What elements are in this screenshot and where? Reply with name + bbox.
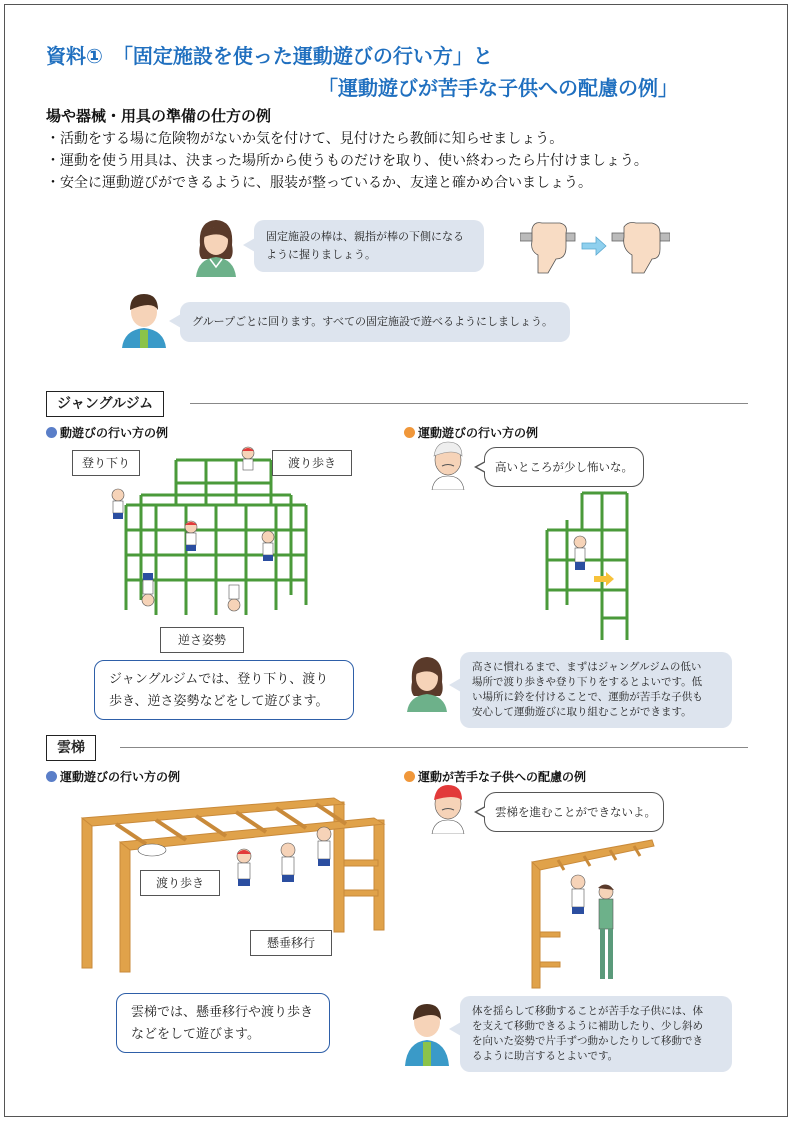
monkey-advice-line2: を支えて移動できるように補助したり、少し斜め — [472, 1020, 703, 1032]
bubble-tail — [243, 238, 255, 252]
assist-illustration — [528, 838, 658, 990]
grip-illustration — [520, 215, 670, 275]
blue-dot-icon — [46, 771, 57, 782]
orange-dot-icon — [404, 427, 415, 438]
blue-dot-icon — [46, 427, 57, 438]
student-group-bubble: グループごとに回ります。すべての固定施設で遊べるようにしましょう。 — [180, 302, 570, 342]
monkey-note-line1: 雲梯では、懸垂移行や渡り歩き — [131, 1005, 314, 1020]
preparation-bullet-1: ・活動をする場に危険物がないか気を付けて、見付けたら教師に知らせましょう。 — [46, 131, 564, 147]
preparation-bullet-3: ・安全に運動遊びができるように、服装が整っているか、友達と確かめ合いましょう。 — [46, 175, 592, 191]
student-boy-illustration — [118, 286, 170, 348]
jungle-right-heading-text: 運動遊びの行い方の例 — [418, 426, 539, 440]
teacher-grip-line2: ように握りましょう。 — [266, 248, 376, 261]
monkey-left-heading — [46, 768, 180, 785]
label-traverse-jungle: 渡り歩き — [272, 450, 352, 476]
bubble-tail — [449, 1022, 461, 1036]
monkey-advice-line3: を向いた姿勢で片手ずつ動かしたりして移動でき — [472, 1035, 703, 1047]
jungle-left-heading-text: 動遊びの行い方の例 — [60, 426, 169, 440]
monkey-advice-line1: 体を揺らして移動することが苦手な子供には、体 — [472, 1005, 703, 1017]
label-hanging: 懸垂移行 — [250, 930, 332, 956]
label-climb: 登り下り — [72, 450, 140, 476]
jungle-advice-line4: 安心して運動遊びに取り組むことができます。 — [472, 706, 692, 718]
monkey-right-heading-text: 運動が苦手な子供への配慮の例 — [418, 770, 587, 784]
monkey-bars-note — [116, 993, 330, 1053]
teacher-grip-line1: 固定施設の棒は、親指が棒の下側になる — [266, 230, 464, 243]
bubble-tail — [449, 678, 461, 692]
red-cap-child-illustration — [426, 782, 470, 834]
monkey-teacher-advice — [460, 996, 732, 1072]
teacher-advice-illustration — [402, 652, 452, 712]
jungle-advice-line3: い場所に鈴を付けることで、運動が苦手な子供も — [472, 691, 703, 703]
jungle-left-heading — [46, 424, 168, 441]
page-title-line1: 資料① 「固定施設を使った運動遊びの行い方」と — [46, 44, 493, 68]
speech-tail — [477, 807, 486, 817]
jungle-note-line1: ジャングルジムでは、登り下り、渡り — [109, 672, 329, 687]
label-traverse-monkey: 渡り歩き — [140, 870, 220, 896]
page-title-line2: 「運動遊びが苦手な子供への配慮の例」 — [318, 76, 678, 100]
monkey-left-heading-text: 運動遊びの行い方の例 — [60, 770, 181, 784]
section-monkey-bars: 雲梯 — [46, 735, 96, 761]
teacher-boy-advice-illustration — [402, 996, 452, 1066]
orange-dot-icon — [404, 771, 415, 782]
jungle-child-speech: 高いところが少し怖いな。 — [484, 447, 644, 487]
jungle-right-heading — [404, 424, 538, 441]
monkey-advice-line4: るように助言するとよいです。 — [472, 1050, 619, 1062]
teacher-grip-bubble — [254, 220, 484, 272]
jungle-teacher-advice — [460, 652, 732, 728]
monkey-bars-illustration — [76, 790, 396, 980]
low-jungle-gym-illustration — [542, 490, 632, 642]
section-divider — [190, 403, 748, 404]
preparation-bullet-2: ・運動を使う用具は、決まった場所から使うものだけを取り、使い終わったら片付けましょう。 — [46, 153, 648, 169]
monkey-note-line2: などをして遊びます。 — [131, 1027, 260, 1042]
worried-child-illustration — [426, 438, 470, 490]
jungle-note-line2: 歩き、逆さ姿勢などをして遊びます。 — [109, 694, 329, 709]
teacher-female-illustration — [190, 215, 242, 277]
jungle-gym-note — [94, 660, 354, 720]
section-divider — [120, 747, 748, 748]
monkey-child-speech: 雲梯を進むことができないよ。 — [484, 792, 664, 832]
section-jungle-gym: ジャングルジム — [46, 391, 164, 417]
speech-tail — [477, 462, 486, 472]
jungle-advice-line2: 場所で渡り歩きや登り下りをするとよいです。低 — [472, 676, 703, 688]
label-inverted: 逆さ姿勢 — [160, 627, 244, 653]
preparation-heading: 場や器械・用具の準備の仕方の例 — [46, 107, 272, 125]
jungle-advice-line1: 高さに慣れるまで、まずはジャングルジムの低い — [472, 661, 702, 673]
bubble-tail — [169, 314, 181, 328]
